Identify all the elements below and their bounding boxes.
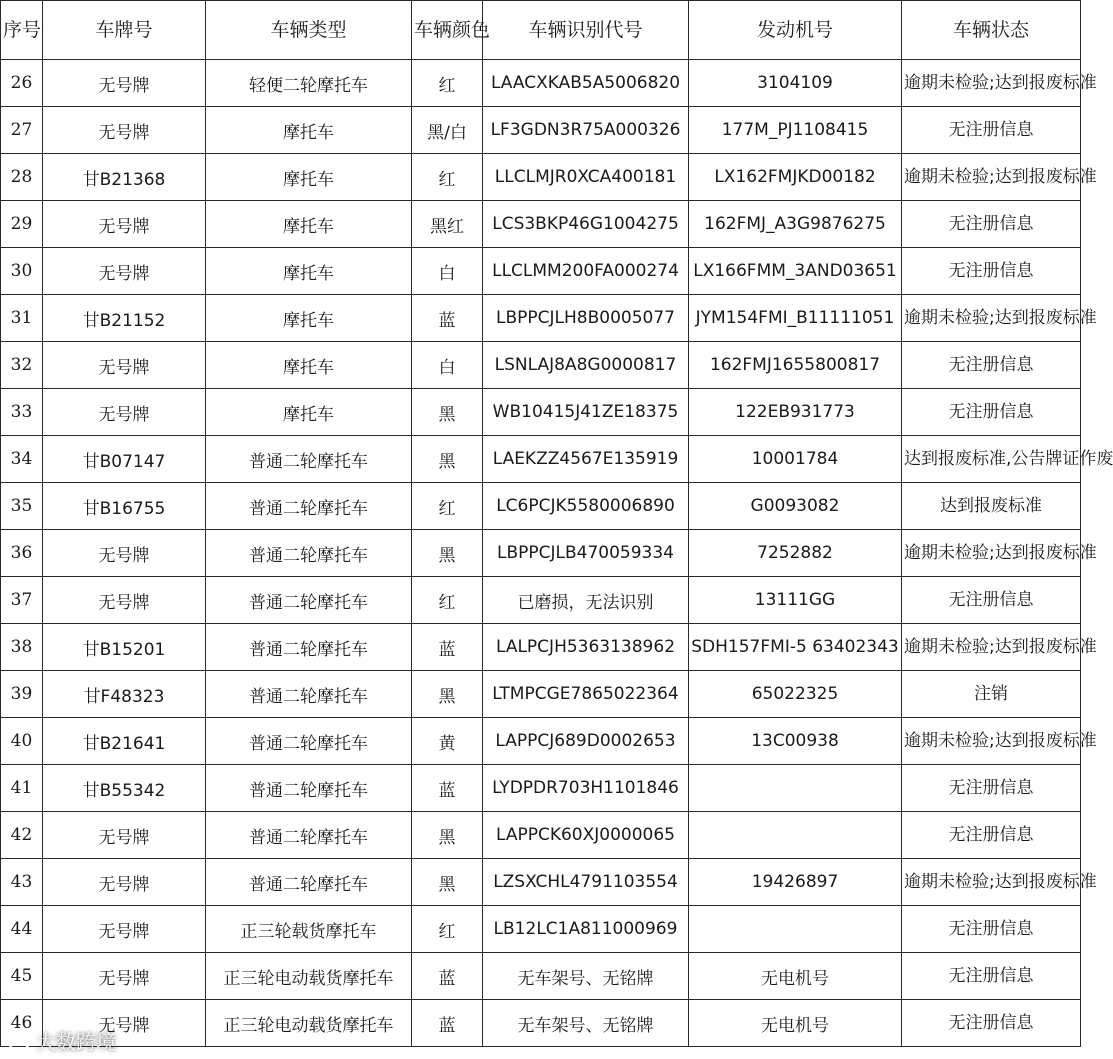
cell-type: 普通二轮摩托车 (206, 671, 412, 718)
cell-vin: WB10415J41ZE18375 (483, 389, 689, 436)
cell-plate: 无号牌 (43, 201, 206, 248)
cell-no: 38 (1, 624, 43, 671)
cell-no: 26 (1, 60, 43, 107)
table-row (1, 60, 1081, 107)
table-row (1, 671, 1081, 718)
cell-color: 黑 (412, 530, 483, 577)
cell-plate: 无号牌 (43, 1000, 206, 1047)
cell-color: 蓝 (412, 295, 483, 342)
cell-plate: 无号牌 (43, 953, 206, 1000)
cell-type: 摩托车 (206, 342, 412, 389)
cell-no: 43 (1, 859, 43, 906)
cell-plate: 无号牌 (43, 389, 206, 436)
cell-plate: 无号牌 (43, 530, 206, 577)
cell-status: 逾期未检验;达到报废标准 (902, 859, 1081, 906)
cell-no: 39 (1, 671, 43, 718)
cell-no: 27 (1, 107, 43, 154)
table-header (1, 1, 1081, 60)
cell-color: 黑 (412, 859, 483, 906)
cell-no: 34 (1, 436, 43, 483)
cell-plate: 甘B55342 (43, 765, 206, 812)
cell-no: 41 (1, 765, 43, 812)
cell-vin: LAACXKAB5A5006820 (483, 60, 689, 107)
header-row (1, 1, 1081, 60)
cell-no: 42 (1, 812, 43, 859)
header-vin: 车辆识别代号 (483, 1, 689, 60)
cell-status: 逾期未检验;达到报废标准 (902, 60, 1081, 107)
cell-color: 黄 (412, 718, 483, 765)
cell-engine: 13111GG (689, 577, 902, 624)
cell-vin: 无车架号、无铭牌 (483, 953, 689, 1000)
table-row (1, 483, 1081, 530)
table-row (1, 953, 1081, 1000)
cell-color: 蓝 (412, 953, 483, 1000)
cell-no: 45 (1, 953, 43, 1000)
cell-type: 普通二轮摩托车 (206, 577, 412, 624)
table-row (1, 154, 1081, 201)
cell-no: 31 (1, 295, 43, 342)
cell-type: 正三轮电动载货摩托车 (206, 1000, 412, 1047)
cell-type: 摩托车 (206, 389, 412, 436)
cell-engine: G0093082 (689, 483, 902, 530)
cell-vin: 已磨损，无法识别 (483, 577, 689, 624)
table-row (1, 201, 1081, 248)
cell-status: 无注册信息 (902, 389, 1081, 436)
table-row (1, 718, 1081, 765)
cell-type: 普通二轮摩托车 (206, 812, 412, 859)
table-row (1, 812, 1081, 859)
cell-engine (689, 812, 902, 859)
cell-no: 29 (1, 201, 43, 248)
cell-color: 黑 (412, 812, 483, 859)
cell-status: 无注册信息 (902, 107, 1081, 154)
cell-color: 黑 (412, 389, 483, 436)
cell-type: 轻便二轮摩托车 (206, 60, 412, 107)
cell-status: 注销 (902, 671, 1081, 718)
cell-engine: 无电机号 (689, 1000, 902, 1047)
header-plate: 车牌号 (43, 1, 206, 60)
table-row (1, 1000, 1081, 1047)
cell-engine: LX162FMJKD00182 (689, 154, 902, 201)
header-color: 车辆颜色 (412, 1, 483, 60)
cell-status: 无注册信息 (902, 342, 1081, 389)
table-row (1, 295, 1081, 342)
cell-status: 无注册信息 (902, 812, 1081, 859)
cell-type: 摩托车 (206, 248, 412, 295)
cell-type: 普通二轮摩托车 (206, 530, 412, 577)
cell-status: 无注册信息 (902, 906, 1081, 953)
cell-status: 无注册信息 (902, 953, 1081, 1000)
cell-no: 35 (1, 483, 43, 530)
cell-vin: LBPPCJLH8B0005077 (483, 295, 689, 342)
cell-no: 30 (1, 248, 43, 295)
cell-engine: SDH157FMI-5 63402343 (689, 624, 902, 671)
cell-status: 逾期未检验;达到报废标准 (902, 530, 1081, 577)
cell-plate: 甘B16755 (43, 483, 206, 530)
cell-plate: 甘F48323 (43, 671, 206, 718)
header-no: 序号 (1, 1, 43, 60)
cell-no: 32 (1, 342, 43, 389)
table-row (1, 577, 1081, 624)
cell-color: 红 (412, 906, 483, 953)
cell-no: 36 (1, 530, 43, 577)
cell-vin: LCS3BKP46G1004275 (483, 201, 689, 248)
cell-engine: 177M_PJ1108415 (689, 107, 902, 154)
cell-engine: 65022325 (689, 671, 902, 718)
cell-plate: 无号牌 (43, 107, 206, 154)
cell-vin: LAPPCK60XJ0000065 (483, 812, 689, 859)
header-type: 车辆类型 (206, 1, 412, 60)
table-row (1, 530, 1081, 577)
cell-plate: 甘B21152 (43, 295, 206, 342)
cell-vin: LF3GDN3R75A000326 (483, 107, 689, 154)
cell-vin: LSNLAJ8A8G0000817 (483, 342, 689, 389)
cell-plate: 无号牌 (43, 60, 206, 107)
cell-status: 逾期未检验;达到报废标准 (902, 718, 1081, 765)
cell-engine: 10001784 (689, 436, 902, 483)
cell-plate: 无号牌 (43, 577, 206, 624)
table-row (1, 765, 1081, 812)
cell-plate: 甘B21368 (43, 154, 206, 201)
cell-engine: 无电机号 (689, 953, 902, 1000)
cell-engine: JYM154FMI_B11111051 (689, 295, 902, 342)
cell-plate: 甘B07147 (43, 436, 206, 483)
cell-color: 蓝 (412, 765, 483, 812)
cell-color: 白 (412, 342, 483, 389)
cell-no: 37 (1, 577, 43, 624)
cell-color: 黑/白 (412, 107, 483, 154)
cell-type: 普通二轮摩托车 (206, 718, 412, 765)
cell-engine (689, 765, 902, 812)
cell-engine: 13C00938 (689, 718, 902, 765)
cell-no: 33 (1, 389, 43, 436)
cell-status: 达到报废标准 (902, 483, 1081, 530)
cell-engine: 19426897 (689, 859, 902, 906)
cell-status: 逾期未检验;达到报废标准 (902, 154, 1081, 201)
cell-plate: 甘B15201 (43, 624, 206, 671)
cell-vin: LAEKZZ4567E135919 (483, 436, 689, 483)
cell-vin: LZSXCHL4791103554 (483, 859, 689, 906)
cell-type: 普通二轮摩托车 (206, 859, 412, 906)
cell-vin: LBPPCJLB470059334 (483, 530, 689, 577)
cell-status: 无注册信息 (902, 577, 1081, 624)
cell-plate: 无号牌 (43, 859, 206, 906)
cell-status: 无注册信息 (902, 248, 1081, 295)
cell-no: 46 (1, 1000, 43, 1047)
cell-status: 逾期未检验;达到报废标准 (902, 624, 1081, 671)
cell-no: 40 (1, 718, 43, 765)
cell-engine: 7252882 (689, 530, 902, 577)
watermark (6, 1026, 116, 1055)
cell-type: 普通二轮摩托车 (206, 436, 412, 483)
table-row (1, 436, 1081, 483)
camera-lens-icon (6, 1028, 32, 1054)
cell-vin: LLCLMJR0XCA400181 (483, 154, 689, 201)
cell-vin: LTMPCGE7865022364 (483, 671, 689, 718)
cell-no: 28 (1, 154, 43, 201)
cell-status: 达到报废标准,公告牌证作废 (902, 436, 1081, 483)
cell-color: 黑 (412, 436, 483, 483)
cell-status: 无注册信息 (902, 1000, 1081, 1047)
cell-no: 44 (1, 906, 43, 953)
cell-color: 黑红 (412, 201, 483, 248)
cell-plate: 甘B21641 (43, 718, 206, 765)
cell-type: 普通二轮摩托车 (206, 765, 412, 812)
cell-type: 正三轮载货摩托车 (206, 906, 412, 953)
cell-plate: 无号牌 (43, 342, 206, 389)
cell-type: 摩托车 (206, 201, 412, 248)
cell-engine: LX166FMM_3AND03651 (689, 248, 902, 295)
cell-vin: LAPPCJ689D0002653 (483, 718, 689, 765)
cell-color: 红 (412, 60, 483, 107)
header-engine: 发动机号 (689, 1, 902, 60)
cell-engine: 122EB931773 (689, 389, 902, 436)
cell-engine: 3104109 (689, 60, 902, 107)
table-body (1, 60, 1113, 1047)
cell-type: 正三轮电动载货摩托车 (206, 953, 412, 1000)
cell-engine (689, 906, 902, 953)
cell-plate: 无号牌 (43, 812, 206, 859)
cell-type: 普通二轮摩托车 (206, 624, 412, 671)
cell-status: 无注册信息 (902, 765, 1081, 812)
cell-vin: LYDPDR703H1101846 (483, 765, 689, 812)
cell-vin: LLCLMM200FA000274 (483, 248, 689, 295)
cell-type: 普通二轮摩托车 (206, 483, 412, 530)
cell-vin: LALPCJH5363138962 (483, 624, 689, 671)
watermark-text: 大数跨境 (36, 1030, 116, 1054)
table-row (1, 906, 1081, 953)
cell-type: 摩托车 (206, 154, 412, 201)
cell-color: 黑 (412, 671, 483, 718)
cell-color: 白 (412, 248, 483, 295)
cell-type: 摩托车 (206, 107, 412, 154)
table-row (1, 248, 1081, 295)
cell-status: 逾期未检验;达到报废标准 (902, 295, 1081, 342)
table-row (1, 107, 1081, 154)
cell-engine: 162FMJ1655800817 (689, 342, 902, 389)
cell-engine: 162FMJ_A3G9876275 (689, 201, 902, 248)
cell-color: 红 (412, 483, 483, 530)
table-row (1, 389, 1081, 436)
cell-plate: 无号牌 (43, 248, 206, 295)
cell-color: 蓝 (412, 1000, 483, 1047)
cell-plate: 无号牌 (43, 906, 206, 953)
cell-color: 红 (412, 577, 483, 624)
cell-type: 摩托车 (206, 295, 412, 342)
cell-status: 无注册信息 (902, 201, 1081, 248)
cell-color: 红 (412, 154, 483, 201)
header-status: 车辆状态 (902, 1, 1081, 60)
cell-vin: LC6PCJK5580006890 (483, 483, 689, 530)
table-row (1, 859, 1081, 906)
table-row (1, 342, 1081, 389)
cell-color: 蓝 (412, 624, 483, 671)
cell-vin: LB12LC1A811000969 (483, 906, 689, 953)
table-row (1, 624, 1081, 671)
cell-vin: 无车架号、无铭牌 (483, 1000, 689, 1047)
